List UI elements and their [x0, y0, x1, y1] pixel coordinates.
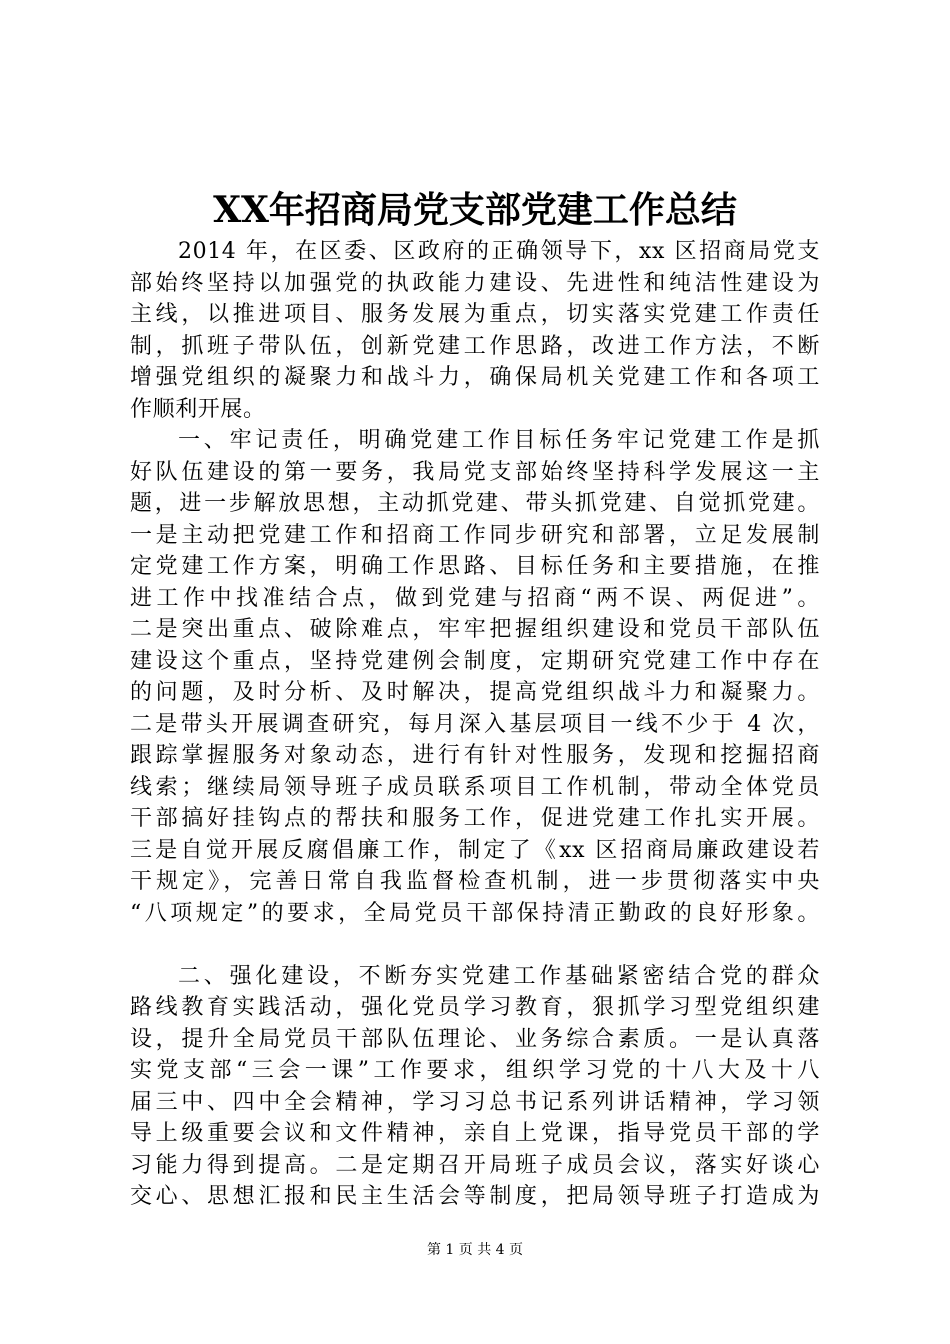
text-line: 跟踪掌握服务对象动态，进行有针对性服务，发现和挖掘招商 [130, 743, 820, 768]
document-body [130, 236, 820, 1213]
text-line: 线索；继续局领导班子成员联系项目工作机制，带动全体党员 [130, 774, 820, 800]
text-line: 路线教育实践活动，强化党员学习教育，狠抓学习型党组织建 [130, 995, 820, 1020]
text-line: 二是突出重点、破除难点，牢牢把握组织建设和党员干部队伍 [130, 617, 820, 642]
text-line: 进工作中找准结合点，做到党建与招商“两不误、两促进”。 [130, 585, 820, 611]
text-line: 习能力得到提高。二是定期召开局班子成员会议，落实好谈心 [130, 1152, 820, 1178]
text-line: 建设这个重点，坚持党建例会制度，定期研究党建工作中存在 [130, 648, 820, 674]
text-line: “八项规定”的要求，全局党员干部保持清正勤政的良好形象。 [130, 900, 820, 926]
page-footer: 第 1 页 共 4 页 [426, 1242, 524, 1258]
text-line: 交心、思想汇报和民主生活会等制度，把局领导班子打造成为 [130, 1184, 820, 1209]
paragraph-intro [130, 236, 820, 425]
text-line: 的问题，及时分析、及时解决，提高党组织战斗力和凝聚力。 [130, 680, 820, 705]
text-line: 三是自觉开展反腐倡廉工作，制定了《xx 区招商局廉政建设若 [130, 837, 820, 863]
text-line: 定党建工作方案，明确工作思路、目标任务和主要措施，在推 [130, 554, 820, 579]
text-line: 二、强化建设，不断夯实党建工作基础紧密结合党的群众 [178, 963, 820, 989]
paragraph-gap [130, 929, 820, 961]
paragraph-section-1 [130, 425, 820, 929]
text-line: 作顺利开展。 [130, 396, 266, 422]
text-line: 干规定》，完善日常自我监督检查机制，进一步贯彻落实中央 [130, 869, 820, 894]
text-line: 一、牢记责任，明确党建工作目标任务牢记党建工作是抓 [178, 428, 820, 453]
text-line: 实党支部“三会一课”工作要求，组织学习党的十八大及十八 [130, 1058, 820, 1083]
text-line: 制，抓班子带队伍，创新党建工作思路，改进工作方法，不断 [130, 333, 820, 359]
text-line: 增强党组织的凝聚力和战斗力，确保局机关党建工作和各项工 [130, 365, 820, 390]
text-line: 2014 年，在区委、区政府的正确领导下，xx 区招商局党支 [178, 239, 820, 264]
text-line: 部始终坚持以加强党的执政能力建设、先进性和纯洁性建设为 [130, 270, 820, 296]
text-line: 设，提升全局党员干部队伍理论、业务综合素质。一是认真落 [130, 1026, 820, 1052]
text-line: 届三中、四中全会精神，学习习总书记系列讲话精神，学习领 [130, 1089, 820, 1115]
document-title: XX年招商局党支部党建工作总结 [213, 189, 737, 231]
text-line: 好队伍建设的第一要务，我局党支部始终坚持科学发展这一主 [130, 459, 820, 485]
text-line: 导上级重要会议和文件精神，亲自上党课，指导党员干部的学 [130, 1121, 820, 1146]
text-line: 干部搞好挂钩点的帮扶和服务工作，促进党建工作扎实开展。 [130, 806, 820, 831]
text-line: 主线，以推进项目、服务发展为重点，切实落实党建工作责任 [130, 302, 820, 327]
text-line: 二是带头开展调查研究，每月深入基层项目一线不少于 4 次， [130, 711, 820, 737]
text-line: 一是主动把党建工作和招商工作同步研究和部署，立足发展制 [130, 522, 820, 548]
paragraph-section-2 [130, 961, 820, 1213]
text-line: 题，进一步解放思想，主动抓党建、带头抓党建、自觉抓党建。 [130, 491, 820, 516]
